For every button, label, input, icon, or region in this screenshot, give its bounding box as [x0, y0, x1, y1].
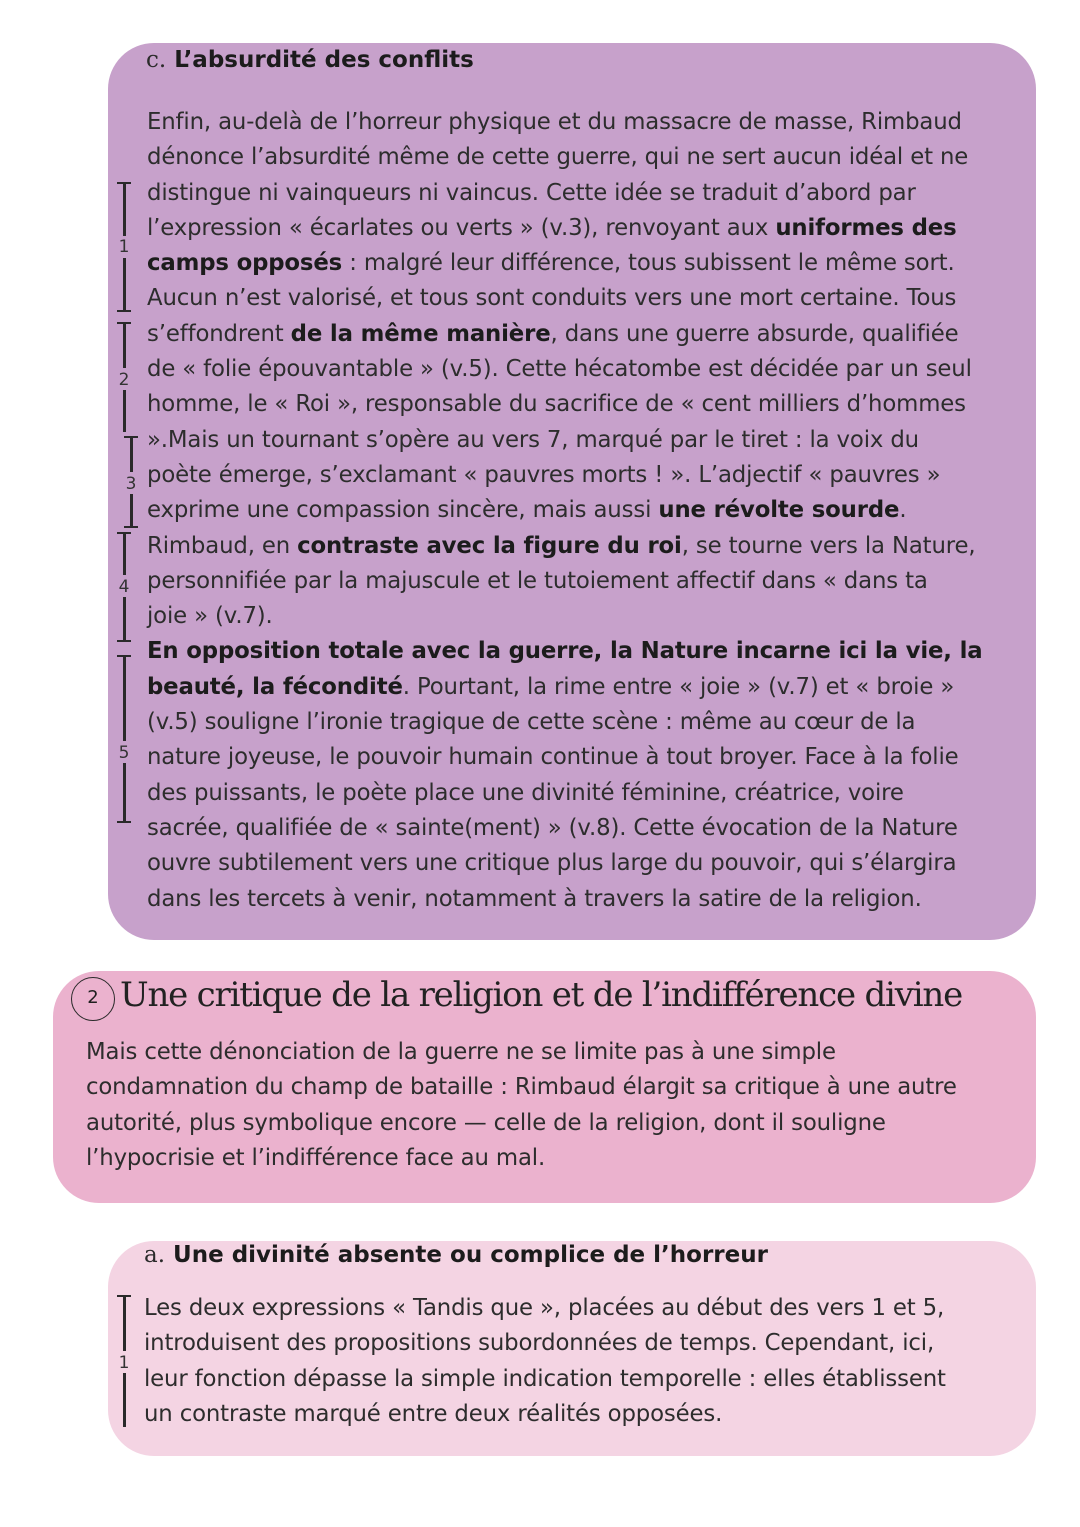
line-bracket-5 — [117, 655, 131, 823]
text-segment: . Pourtant, la rime entre « joie » (v.7) et « broie » — [402, 673, 955, 700]
section-a-heading — [144, 1241, 768, 1269]
text-line — [147, 599, 982, 634]
bold-text: camps opposés — [147, 250, 343, 277]
text-segment: dénonce l’absurdité même de cette guerre, qui ne sert aucun idéal et ne — [147, 144, 969, 171]
text-line: un contraste marqué entre deux réalités opposées. — [144, 1400, 723, 1427]
section-c-heading — [146, 46, 474, 74]
bracket-number: 4 — [118, 577, 130, 597]
bold-text: contraste avec la figure du roi — [297, 532, 682, 559]
text-line — [147, 317, 982, 352]
section-c-title: L’absurdité des conflits — [174, 47, 474, 73]
text-segment: Aucun n’est valorisé, et tous sont conduits vers une mort certaine. Tous — [147, 285, 957, 312]
text-line — [147, 246, 982, 281]
text-segment: de « folie épouvantable » (v.5). Cette hécatombe est décidée par un seul — [147, 356, 972, 383]
bold-text: une révolte sourde — [658, 497, 900, 524]
text-segment: dans les tercets à venir, notamment à travers la satire de la religion. — [147, 885, 922, 912]
section-a-letter: a. — [144, 1242, 166, 1268]
text-line — [147, 882, 982, 917]
bracket-number: 2 — [118, 370, 130, 390]
text-line — [147, 705, 982, 740]
bracket-number: 1 — [118, 237, 130, 257]
text-segment: ouvre subtilement vers une critique plus large du pouvoir, qui s’élargira — [147, 850, 957, 877]
text-line — [147, 387, 982, 422]
line-bracket-2 — [117, 322, 131, 432]
line-bracket-1 — [117, 182, 131, 312]
text-segment: (v.5) souligne l’ironie tragique de cette scène : même au cœur de la — [147, 709, 916, 736]
section-a-title: Une divinité absente ou complice de l’horreur — [173, 1242, 768, 1268]
text-line — [147, 529, 982, 564]
section-2-title: Une critique de la religion et de l’indifférence divine — [120, 975, 963, 1015]
text-line — [147, 634, 982, 669]
section-a-paragraph — [144, 1291, 946, 1432]
text-line — [147, 423, 982, 458]
text-line: condamnation du champ de bataille : Rimbaud élargit sa critique à une autre — [86, 1074, 957, 1101]
text-line — [147, 281, 982, 316]
text-line — [147, 493, 982, 528]
text-segment: , dans une guerre absurde, qualifiée — [550, 320, 959, 347]
text-line — [147, 846, 982, 881]
text-segment: homme, le « Roi », responsable du sacrifice de « cent milliers d’hommes — [147, 391, 966, 418]
text-line: autorité, plus symbolique encore — celle de la religion, dont il souligne — [86, 1109, 886, 1136]
line-bracket-3 — [124, 436, 138, 528]
section-c-paragraph — [147, 105, 982, 917]
text-line: Mais cette dénonciation de la guerre ne se limite pas à une simple — [86, 1039, 836, 1065]
text-line: leur fonction dépasse la simple indication temporelle : elles établissent — [144, 1365, 946, 1392]
section-2-paragraph — [86, 1035, 957, 1176]
bold-text: de la même manière — [290, 320, 551, 347]
text-segment: poète émerge, s’exclamant « pauvres morts ! ». L’adjectif « pauvres » — [147, 461, 941, 488]
bracket-number: 1 — [118, 1353, 130, 1373]
text-segment: , se tourne vers la Nature, — [681, 532, 976, 559]
text-line: l’hypocrisie et l’indifférence face au mal. — [86, 1144, 546, 1171]
text-line — [147, 564, 982, 599]
text-line — [147, 176, 982, 211]
text-segment: s’effondrent — [147, 320, 291, 347]
text-segment: personnifiée par la majuscule et le tutoiement affectif dans « dans ta — [147, 567, 928, 594]
text-line — [147, 458, 982, 493]
text-segment: exprime une compassion sincère, mais aussi — [147, 497, 659, 524]
text-line — [147, 211, 982, 246]
text-segment: . — [899, 497, 907, 524]
line-bracket-4 — [117, 532, 131, 642]
text-segment: sacrée, qualifiée de « sainte(ment) » (v.8). Cette évocation de la Nature — [147, 814, 958, 841]
text-line — [147, 105, 982, 140]
bracket-number: 3 — [125, 474, 137, 494]
bracket-number: 5 — [118, 743, 130, 763]
text-segment: nature joyeuse, le pouvoir humain continue à tout broyer. Face à la folie — [147, 744, 959, 771]
bold-text: beauté, la fécondité — [147, 673, 403, 700]
text-line — [147, 811, 982, 846]
text-line — [147, 352, 982, 387]
text-segment: des puissants, le poète place une divinité féminine, créatrice, voire — [147, 779, 904, 806]
section-c-letter: c. — [146, 47, 167, 73]
text-line — [147, 670, 982, 705]
text-line: introduisent des propositions subordonnées de temps. Cependant, ici, — [144, 1330, 935, 1357]
text-line — [147, 776, 982, 811]
text-segment: Rimbaud, en — [147, 532, 298, 559]
line-bracket-a1 — [117, 1295, 131, 1427]
text-segment: distingue ni vainqueurs ni vaincus. Cette idée se traduit d’abord par — [147, 179, 916, 206]
bold-text: En opposition totale avec la guerre, la Nature incarne ici la vie, la — [147, 638, 983, 665]
text-segment: ».Mais un tournant s’opère au vers 7, marqué par le tiret : la voix du — [147, 426, 919, 453]
text-segment: : malgré leur différence, tous subissent le même sort. — [342, 250, 955, 277]
text-line: Les deux expressions « Tandis que », placées au début des vers 1 et 5, — [144, 1295, 945, 1321]
text-line — [147, 140, 982, 175]
bold-text: uniformes des — [775, 214, 957, 241]
text-segment: l’expression « écarlates ou verts » (v.3), renvoyant aux — [147, 214, 776, 241]
text-segment: joie » (v.7). — [147, 603, 273, 630]
section-number-badge: 2 — [71, 977, 115, 1021]
text-segment: Enfin, au-delà de l’horreur physique et du massacre de masse, Rimbaud — [147, 109, 962, 135]
text-line — [147, 740, 982, 775]
